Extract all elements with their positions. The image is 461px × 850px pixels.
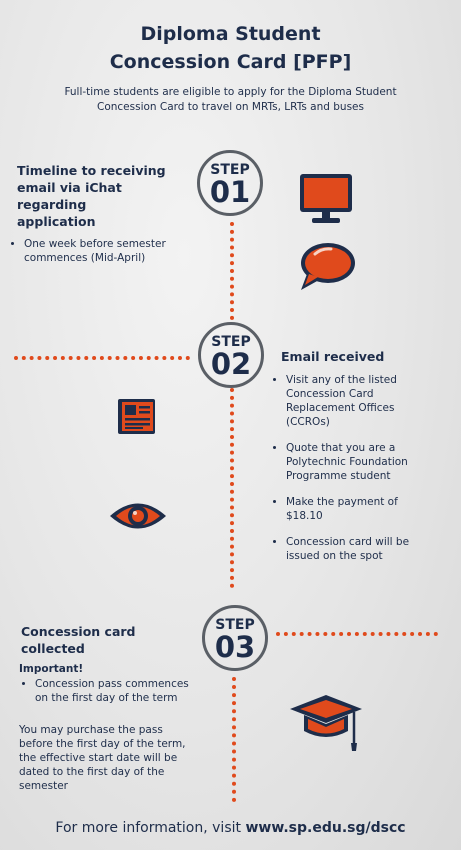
- connector-step-3-down: [232, 677, 236, 802]
- step-3-bullets: [21, 677, 197, 705]
- step-1-heading: [17, 162, 192, 230]
- connector-step-2-left: [14, 356, 190, 360]
- step-3-bullet-1: • Concession pass commences on the first day of the term: [35, 677, 197, 705]
- step-3-label: STEP: [215, 617, 255, 633]
- step-2-label: STEP: [211, 334, 251, 350]
- subtitle-line-1: Full-time students are eligible to apply for the Diploma Student: [64, 86, 397, 98]
- step-3-heading: [21, 623, 181, 657]
- step-3-note: You may purchase the pass before the first day of the term, the effective start date will be dated to the first day of the semester: [19, 724, 186, 792]
- step-2-bullet-2: • Quote that you are a Polytechnic Foundation Programme student: [286, 441, 422, 483]
- speech-bubble-icon: [297, 240, 357, 292]
- step-2-bullet-1: • Visit any of the listed Concession Card Replacement Offices (CCROs): [286, 373, 422, 429]
- step-2-bullet-3: • Make the payment of $18.10: [286, 495, 422, 523]
- step-1-heading-line-1: Timeline to receiving: [17, 163, 166, 178]
- connector-step-1-2: [230, 222, 234, 320]
- footer-link[interactable]: www.sp.edu.sg/dscc: [245, 820, 406, 836]
- step-3-heading-line-1: Concession card: [21, 624, 136, 639]
- step-2-number: 02: [210, 347, 252, 381]
- monitor-icon: [299, 173, 353, 225]
- connector-step-2-3: [230, 388, 234, 588]
- important-label: Important!: [19, 663, 84, 675]
- title-line-2: Concession Card [PFP]: [109, 51, 352, 73]
- step-3-number: 03: [214, 630, 256, 664]
- connector-step-3-right: [276, 632, 438, 636]
- subtitle: [40, 85, 421, 115]
- footer: [0, 818, 461, 838]
- step-1-label: STEP: [210, 162, 250, 178]
- step-3-heading-line-2: collected: [21, 641, 85, 656]
- step-1-bullets: [10, 237, 185, 277]
- title-line-1: Diploma Student: [140, 23, 321, 45]
- step-1-bullet-1: • One week before semester commences (Mid-April): [24, 237, 185, 265]
- footer-text: For more information, visit: [55, 820, 246, 836]
- step-2-heading: Email received: [281, 349, 385, 364]
- newspaper-icon: [117, 396, 157, 436]
- step-2-badge: [198, 322, 264, 388]
- step-1-badge: [197, 150, 263, 216]
- step-1-heading-line-3: application: [17, 214, 96, 229]
- step-1-heading-line-2: email via iChat regarding: [17, 180, 122, 212]
- subtitle-line-2: Concession Card to travel on MRTs, LRTs and buses: [96, 101, 364, 113]
- step-1-number: 01: [209, 175, 251, 209]
- step-2-bullet-4: • Concession card will be issued on the spot: [286, 535, 422, 563]
- step-3-badge: [202, 605, 268, 671]
- eye-icon: [108, 497, 168, 535]
- graduation-cap-icon: [288, 693, 364, 755]
- page-title: [0, 20, 461, 76]
- step-2-bullets: [272, 373, 422, 575]
